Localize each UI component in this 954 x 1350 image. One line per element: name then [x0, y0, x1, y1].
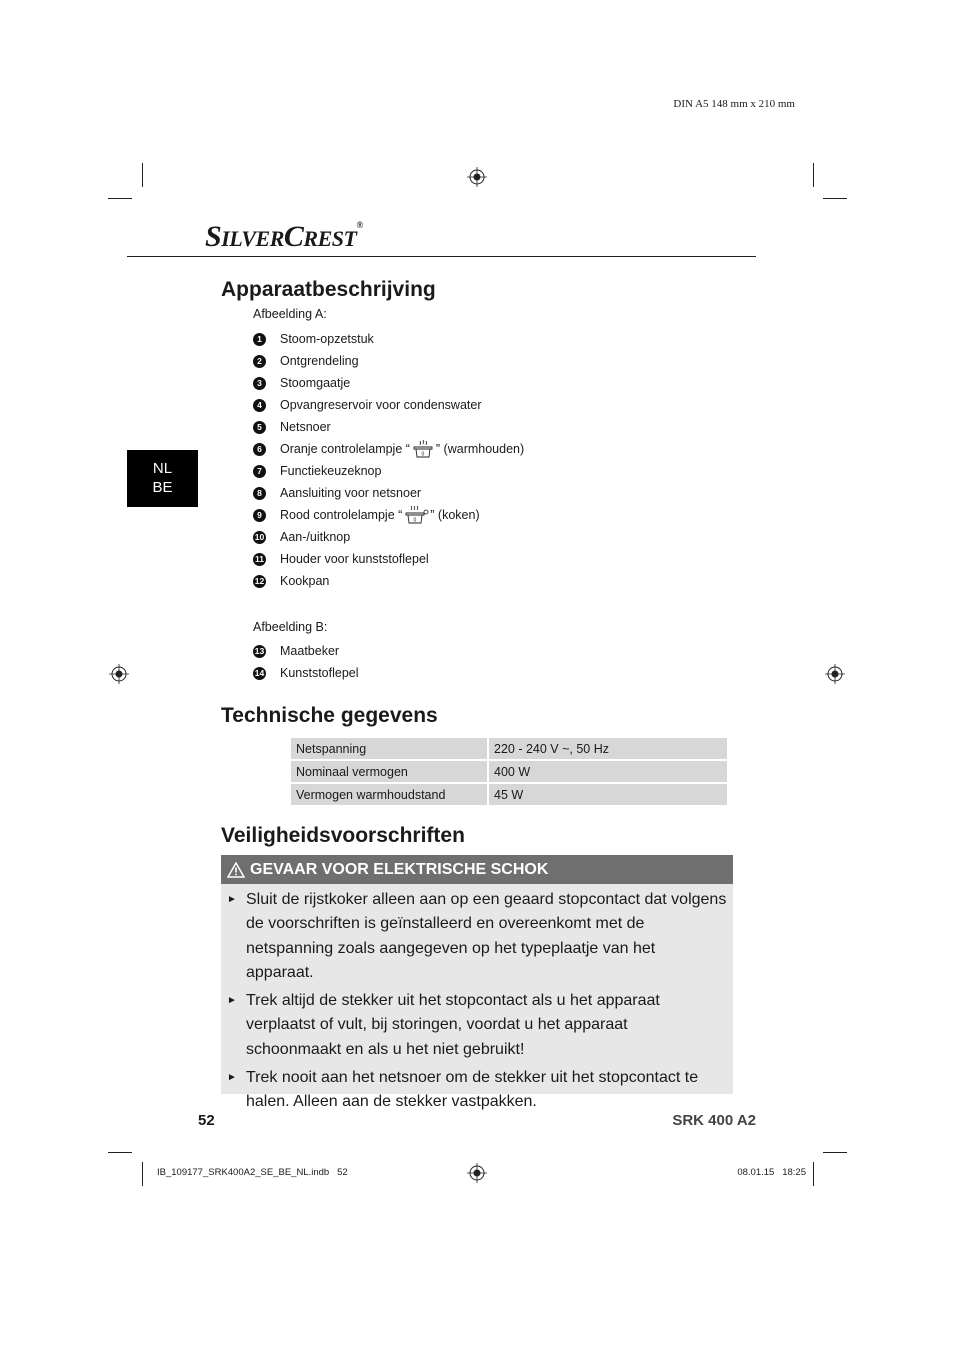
- list-item: [253, 482, 524, 504]
- table-cell: Netspanning: [291, 738, 489, 759]
- item-label: Aan-/uitknop: [280, 530, 351, 544]
- svg-text:0: 0: [421, 451, 425, 458]
- figure-a-list: [253, 328, 524, 592]
- din-format-label: DIN A5 148 mm x 210 mm: [673, 98, 795, 110]
- item-label: Opvangreservoir voor condenswater: [280, 398, 482, 412]
- crop-mark: [142, 163, 143, 187]
- table-row: [291, 784, 727, 805]
- registration-mark-icon: [467, 167, 487, 187]
- warning-title: GEVAAR VOOR ELEKTRISCHE SCHOK: [250, 860, 549, 878]
- list-item: [227, 1066, 727, 1115]
- section-title-tech: Technische gegevens: [221, 704, 438, 727]
- page-number: 52: [198, 1112, 215, 1129]
- item-label: Functiekeuzeknop: [280, 464, 382, 478]
- model-name: SRK 400 A2: [672, 1112, 756, 1129]
- item-number: 2: [253, 355, 266, 368]
- item-label: Kookpan: [280, 574, 330, 588]
- item-label: Ontgrendeling: [280, 354, 359, 368]
- triangle-bullet-icon: ►: [227, 894, 237, 905]
- item-label: Maatbeker: [280, 644, 340, 658]
- table-cell: Nominaal vermogen: [291, 761, 489, 782]
- pot-cooking-icon: [403, 505, 429, 525]
- list-item: [253, 416, 524, 438]
- svg-text:0: 0: [413, 517, 417, 524]
- list-item: [253, 350, 524, 372]
- bullet-text: Trek nooit aan het netsnoer om de stekker uit het stopcontact te halen. Alleen aan de stekker vastpakken.: [246, 1069, 699, 1111]
- list-item: [253, 548, 524, 570]
- crop-mark: [142, 1162, 143, 1186]
- list-item: [253, 372, 524, 394]
- item-label-before: Rood controlelampje “: [280, 508, 403, 522]
- item-number: 9: [253, 509, 266, 522]
- figure-b-list: [253, 640, 359, 684]
- crop-mark: [108, 1152, 132, 1153]
- tech-table: [291, 736, 727, 807]
- section-title-device: Apparaatbeschrijving: [221, 278, 436, 301]
- warning-box: [221, 855, 733, 1111]
- figure-b-label: Afbeelding B:: [253, 620, 328, 634]
- print-file-label: IB_109177_SRK400A2_SE_BE_NL.indb 52: [157, 1167, 348, 1178]
- item-number: 8: [253, 487, 266, 500]
- item-number: 4: [253, 399, 266, 412]
- header-rule: [127, 256, 756, 257]
- item-label: Netsnoer: [280, 420, 331, 434]
- item-number: 5: [253, 421, 266, 434]
- item-label: Aansluiting voor netsnoer: [280, 486, 422, 500]
- language-tab-line2: BE: [152, 479, 173, 496]
- list-item: [253, 662, 359, 684]
- item-number: 1: [253, 333, 266, 346]
- triangle-bullet-icon: ►: [227, 995, 237, 1007]
- item-label-after: ” (warmhouden): [435, 442, 525, 456]
- triangle-bullet-icon: ►: [227, 1072, 237, 1084]
- warning-list: [227, 888, 727, 1119]
- crop-mark: [108, 198, 132, 199]
- item-number: 11: [255, 554, 264, 564]
- table-cell: 45 W: [489, 784, 727, 805]
- table-cell: 220 - 240 V ~, 50 Hz: [489, 738, 727, 759]
- crop-mark: [823, 198, 847, 199]
- item-number: 14: [254, 668, 265, 678]
- warning-triangle-icon: [227, 862, 245, 878]
- warning-header: [221, 855, 733, 884]
- list-item: [253, 460, 524, 482]
- item-label: Kunststoflepel: [280, 666, 359, 680]
- registration-mark-icon: [467, 1163, 487, 1183]
- item-number: 12: [254, 576, 265, 586]
- crop-mark: [813, 163, 814, 187]
- language-tab: [127, 450, 198, 507]
- item-number: 13: [254, 646, 265, 656]
- item-number: 7: [253, 465, 266, 478]
- bullet-text: Trek altijd de stekker uit het stopcontact als u het apparaat verplaatst of vult, bij storingen, voordat u het apparaat schoonmaakt en als u het niet gebruikt!: [246, 992, 660, 1058]
- table-cell: Vermogen warmhoudstand: [291, 784, 489, 805]
- crop-mark: [823, 1152, 847, 1153]
- language-tab-line1: NL: [152, 460, 173, 477]
- crop-mark: [813, 1162, 814, 1186]
- list-item: [253, 570, 524, 592]
- item-number: 3: [253, 377, 266, 390]
- item-number: 10: [254, 532, 265, 542]
- list-item: [253, 438, 524, 460]
- item-label: Houder voor kunststoflepel: [280, 552, 429, 566]
- table-row: [291, 761, 727, 782]
- list-item: [253, 394, 524, 416]
- table-cell: 400 W: [489, 761, 727, 782]
- item-label-before: Oranje controlelampje “: [280, 442, 410, 456]
- bullet-text: Sluit de rijstkoker alleen aan op een geaard stopcontact dat volgens de voorschriften is geïnstalleerd en overeenkomt met de netspanning zoals aangegeven op het typeplaatje van het apparaat.: [246, 891, 727, 981]
- figure-a-label: Afbeelding A:: [253, 307, 327, 321]
- item-label: Stoomgaatje: [280, 376, 351, 390]
- list-item: [253, 526, 524, 548]
- list-item: [227, 888, 727, 985]
- item-label-after: ” (koken): [430, 508, 480, 522]
- registration-mark-icon: [825, 664, 845, 684]
- print-date-label: 08.01.15 18:25: [737, 1167, 806, 1178]
- list-item: [253, 504, 524, 526]
- pot-keep-warm-icon: [411, 439, 435, 459]
- list-item: [253, 328, 524, 350]
- brand-logo: SILVERCREST®: [205, 220, 363, 253]
- list-item: [227, 989, 727, 1062]
- item-label: Stoom-opzetstuk: [280, 332, 374, 346]
- registration-mark-icon: [109, 664, 129, 684]
- list-item: [253, 640, 359, 662]
- table-row: [291, 738, 727, 759]
- item-number: 6: [253, 443, 266, 456]
- section-title-safety: Veiligheidsvoorschriften: [221, 824, 465, 847]
